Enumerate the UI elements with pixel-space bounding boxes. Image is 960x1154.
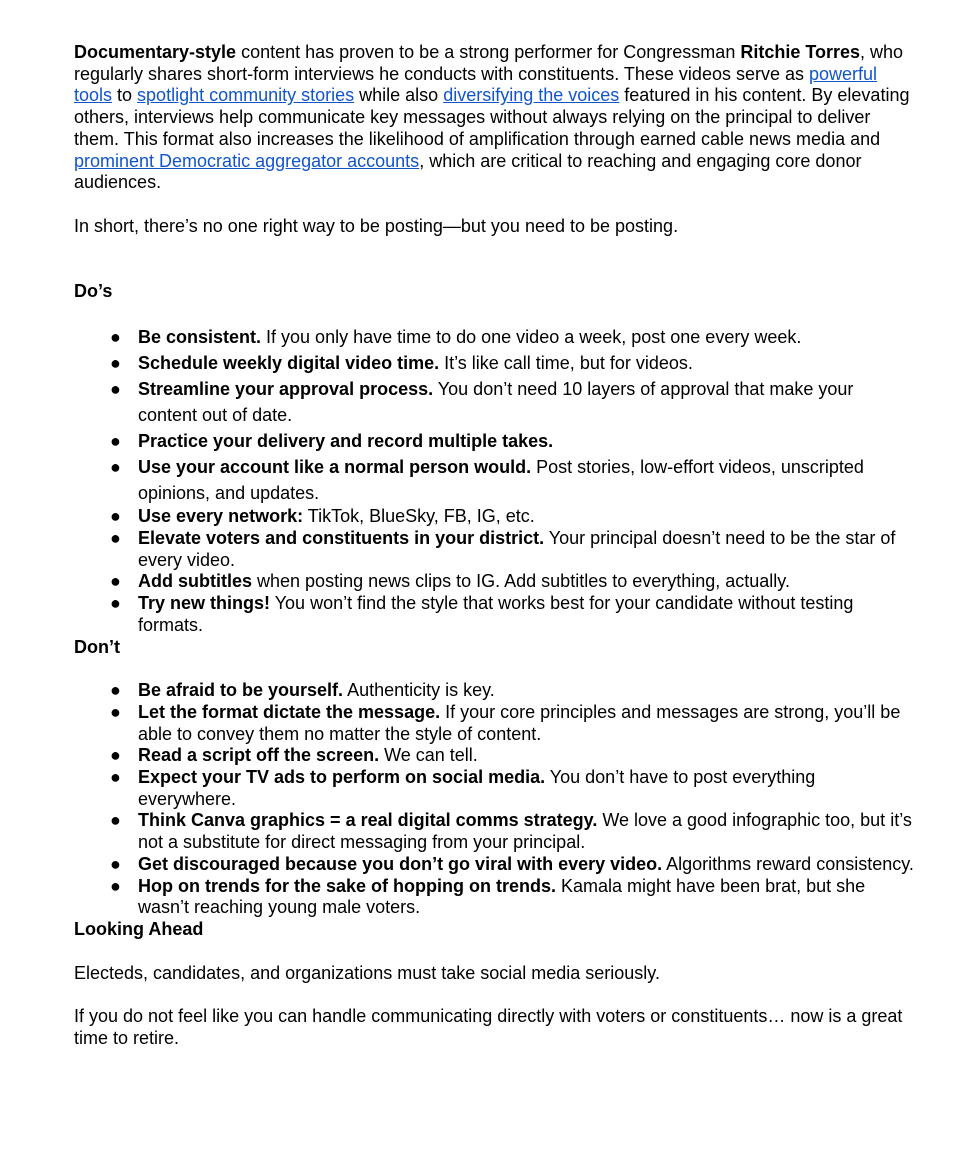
list-item-text: If you only have time to do one video a week, post one every week. bbox=[261, 327, 802, 348]
bullet-icon: ● bbox=[110, 327, 121, 348]
list-item bbox=[74, 767, 914, 810]
bullet-icon: ● bbox=[110, 875, 121, 896]
bullet-icon: ● bbox=[110, 353, 121, 374]
intro-paragraph bbox=[74, 42, 914, 194]
list-item-bold: Read a script off the screen. bbox=[138, 745, 380, 766]
list-item-text: TikTok, BlueSky, FB, IG, etc. bbox=[303, 506, 535, 527]
intro-text-6: , which are critical to reaching and engaging core donor audiences. bbox=[74, 150, 862, 193]
list-item-bold: Practice your delivery and record multiple takes. bbox=[138, 431, 554, 452]
list-item bbox=[74, 506, 914, 528]
looking-ahead-paragraph-1: Electeds, candidates, and organizations must take social media seriously. bbox=[74, 962, 660, 983]
bullet-icon: ● bbox=[110, 810, 121, 831]
list-item-bold: Try new things! bbox=[138, 593, 271, 614]
list-item-bold: Add subtitles bbox=[138, 571, 253, 592]
list-item bbox=[74, 876, 914, 919]
bullet-icon: ● bbox=[110, 528, 121, 549]
bullet-icon: ● bbox=[110, 571, 121, 592]
list-item bbox=[74, 571, 914, 593]
list-item-bold: Be consistent. bbox=[138, 327, 262, 348]
list-item bbox=[74, 680, 914, 702]
donts-heading: Don’t bbox=[74, 636, 120, 657]
bullet-icon: ● bbox=[110, 745, 121, 766]
bullet-icon: ● bbox=[110, 379, 121, 400]
list-item-text: Authenticity is key. bbox=[343, 680, 495, 701]
dos-list bbox=[74, 324, 914, 636]
list-item-text: You won’t find the style that works best for your candidate without testing formats. bbox=[138, 593, 854, 635]
intro-bold-name: Ritchie Torres bbox=[740, 42, 861, 62]
dos-heading: Do’s bbox=[74, 280, 113, 301]
list-item-bold: Use every network: bbox=[138, 506, 304, 527]
list-item-text: You don’t have to post everything everywhere. bbox=[138, 767, 816, 809]
link-prominent-aggregator-accounts[interactable]: prominent Democratic aggregator accounts bbox=[74, 150, 420, 171]
list-item bbox=[74, 854, 914, 876]
bullet-icon: ● bbox=[110, 853, 121, 874]
list-item bbox=[74, 376, 914, 428]
intro-bold-documentary: Documentary-style bbox=[74, 42, 237, 62]
bullet-icon: ● bbox=[110, 506, 121, 527]
list-item-bold: Elevate voters and constituents in your district. bbox=[138, 528, 545, 549]
list-item bbox=[74, 593, 914, 636]
list-item bbox=[74, 454, 914, 506]
list-item-bold: Expect your TV ads to perform on social media. bbox=[138, 767, 546, 788]
list-item bbox=[74, 428, 914, 454]
intro-text-5: featured in his content. By elevating others, interviews help communicate key messages without always relying on the principal to deliver them. This format also increases the likelihood of amplification through earned cable news media and bbox=[74, 85, 910, 149]
list-item bbox=[74, 810, 914, 853]
list-item-bold: Get discouraged because you don’t go viral with every video. bbox=[138, 853, 663, 874]
list-item bbox=[74, 324, 914, 350]
list-item-text: Algorithms reward consistency. bbox=[662, 853, 914, 874]
list-item-text: If your core principles and messages are strong, you’ll be able to convey them no matter the style of content. bbox=[138, 701, 901, 744]
bullet-icon: ● bbox=[110, 767, 121, 788]
intro-text-3: to bbox=[112, 85, 138, 106]
list-item-text: We love a good infographic too, but it’s not a substitute for direct messaging from your principal. bbox=[138, 810, 912, 853]
donts-list bbox=[74, 680, 914, 919]
intro-text-4: while also bbox=[354, 85, 444, 106]
list-item bbox=[74, 745, 914, 767]
list-item-bold: Be afraid to be yourself. bbox=[138, 680, 344, 701]
bullet-icon: ● bbox=[110, 457, 121, 478]
list-item bbox=[74, 350, 914, 376]
link-spotlight-community-stories[interactable]: spotlight community stories bbox=[137, 85, 355, 106]
list-item-text: when posting news clips to IG. Add subtitles to everything, actually. bbox=[252, 571, 790, 592]
list-item-bold: Hop on trends for the sake of hopping on trends. bbox=[138, 875, 556, 896]
intro-text-2: , who regularly shares short-form interviews he conducts with constituents. These videos serve as bbox=[74, 42, 904, 84]
list-item-bold: Streamline your approval process. bbox=[138, 379, 434, 400]
list-item-text: It’s like call time, but for videos. bbox=[439, 353, 693, 374]
list-item-bold: Let the format dictate the message. bbox=[138, 701, 441, 722]
list-item bbox=[74, 702, 914, 745]
intro-text-1: content has proven to be a strong performer for Congressman bbox=[236, 42, 741, 62]
list-item-text: Your principal doesn’t need to be the star of every video. bbox=[138, 528, 896, 570]
summary-paragraph: In short, there’s no one right way to be posting—but you need to be posting. bbox=[74, 215, 679, 236]
bullet-icon: ● bbox=[110, 431, 121, 452]
bullet-icon: ● bbox=[110, 680, 121, 701]
list-item-bold: Think Canva graphics = a real digital comms strategy. bbox=[138, 810, 598, 831]
bullet-icon: ● bbox=[110, 593, 121, 614]
list-item-bold: Schedule weekly digital video time. bbox=[138, 353, 440, 374]
link-diversifying-the-voices[interactable]: diversifying the voices bbox=[443, 85, 620, 106]
list-item-text: We can tell. bbox=[379, 745, 478, 766]
looking-ahead-heading: Looking Ahead bbox=[74, 918, 204, 939]
list-item-text: Post stories, low-effort videos, unscripted opinions, and updates. bbox=[138, 457, 864, 504]
looking-ahead-paragraph-2: If you do not feel like you can handle communicating directly with voters or constituents… now is a great time to retire. bbox=[74, 1006, 903, 1049]
list-item bbox=[74, 528, 914, 571]
list-item-text: Kamala might have been brat, but she wasn’t reaching young male voters. bbox=[138, 875, 866, 918]
list-item-text: You don’t need 10 layers of approval that make your content out of date. bbox=[138, 379, 854, 426]
list-item-bold: Use your account like a normal person would. bbox=[138, 457, 532, 478]
link-powerful-tools[interactable]: powerful tools bbox=[74, 63, 878, 106]
bullet-icon: ● bbox=[110, 701, 121, 722]
